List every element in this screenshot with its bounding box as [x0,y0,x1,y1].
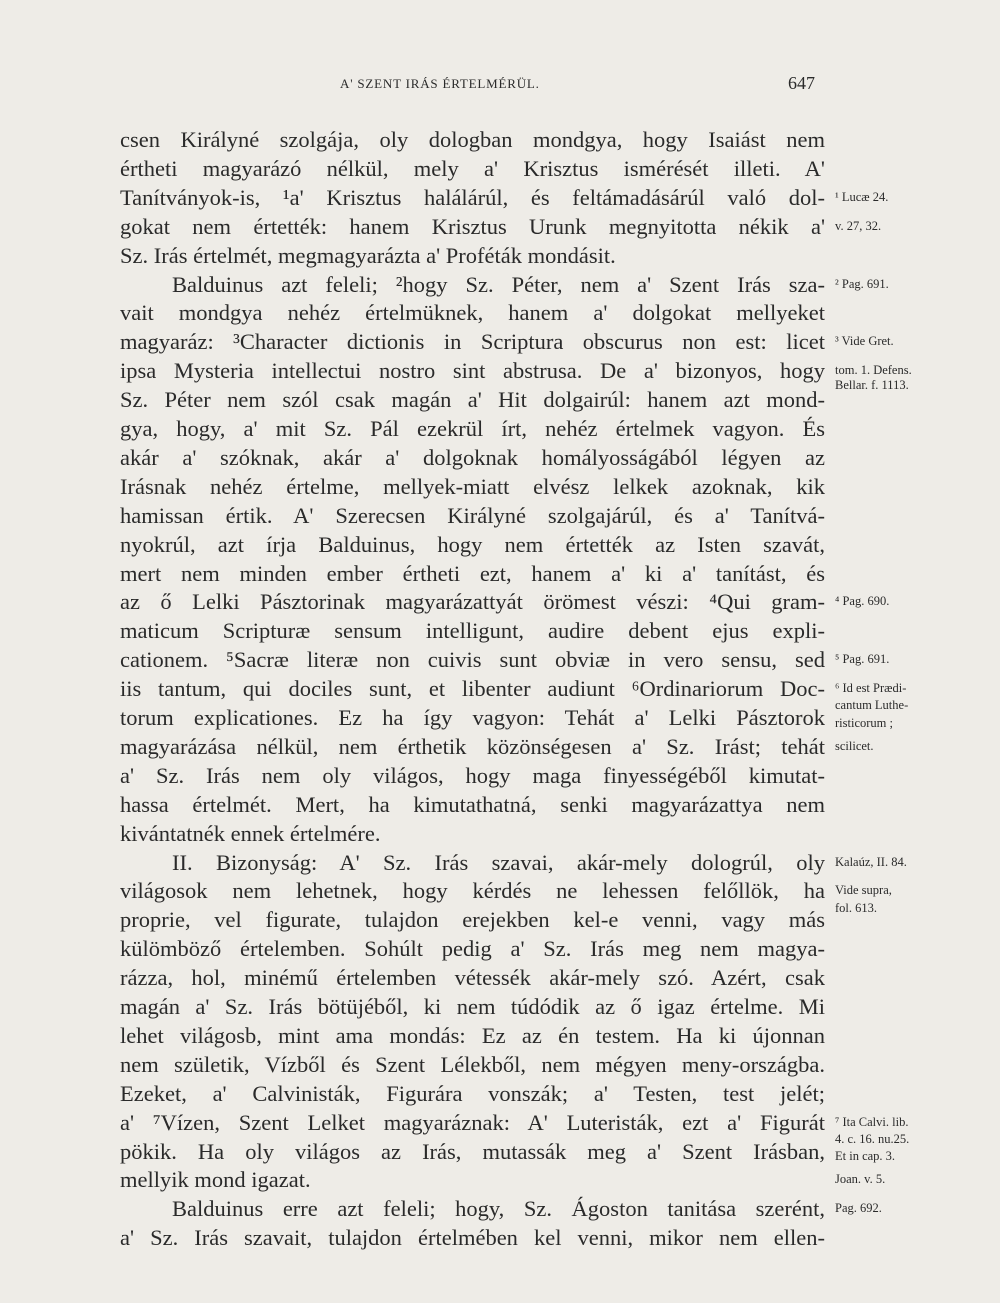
text-line: a' Sz. Irás szavait, tulajdon értelmében kel venni, mikor nem ellen- [120,1225,825,1251]
margin-note: v. 27, 32. [835,218,882,233]
margin-note: Et in cap. 3. [835,1149,896,1164]
text-line: nem születik, Vízből és Szent Lélekből, nem mégyen meny-országba. [120,1051,825,1077]
text-line: mellyik mond igazat. [120,1167,311,1193]
text-line: Balduinus erre azt feleli; hogy, Sz. Ágoston tanitása szerént, [172,1196,825,1222]
text-line: magán a' Sz. Irás bötüjéből, ki nem túdódik az ő igaz értelme. Mi [120,994,825,1019]
margin-note: risticorum ; [835,715,893,730]
text-line: gya, hogy, a' mit Sz. Pál ezekrül írt, nehéz értelmek vagyon. És [120,416,825,441]
text-line: értheti magyarázó nélkül, mely a' Krisztus ismérését illeti. A' [120,155,825,181]
text-line: magyaráz: ³Character dictionis in Scriptura obscurus non est: licet [120,329,825,355]
margin-note: ⁴ Pag. 690. [835,594,890,609]
text-line: akár a' szóknak, akár a' dolgoknak homályosságából légyen az [120,444,825,470]
margin-note: ⁷ Ita Calvi. lib. [835,1114,909,1129]
text-line: proprie, vel figurate, tulajdon erejekben kel-e venni, vagy más [120,907,825,933]
text-line: hamissan értik. A' Szerecsen Királyné szolgajárúl, és a' Tanítvá- [120,502,825,528]
text-line: lehet világosb, mint ama mondás: Ez az én testem. Ha ki újonnan [120,1022,825,1048]
text-line: Sz. Irás értelmét, megmagyarázta a' Proféták mondásit. [120,242,616,268]
margin-note: fol. 613. [835,900,878,915]
margin-note: tom. 1. Defens. [835,363,912,378]
text-line: ipsa Mysteria intellectui nostro sint abstrusa. De a' bizonyos, hogy [120,358,825,384]
margin-note: ³ Vide Gret. [835,334,894,349]
margin-note: Joan. v. 5. [835,1172,886,1187]
text-line: maticum Scripturæ sensum intelligunt, audire debent ejus expli- [120,618,825,644]
text-line: külömböző értelemben. Sohúlt pedig a' Sz. Irás meg nem magya- [120,936,825,962]
text-line: Tanítványok-is, ¹a' Krisztus halálárúl, és feltámadásárúl való dol- [120,184,825,210]
margin-note: Bellar. f. 1113. [835,377,909,392]
text-line: Irásnak nehéz értelme, mellyek-miatt elvész lelkek azoknak, kik [120,473,825,499]
margin-note: ⁶ Id est Prædi- [835,681,907,696]
text-line: hassa értelmét. Mert, ha kimutathatná, senki magyarázattya nem [120,791,825,817]
text-line: Balduinus azt feleli; ²hogy Sz. Péter, nem a' Szent Irás sza- [172,271,825,297]
text-line: iis tantum, qui dociles sunt, et libenter audiunt ⁶Ordinariorum Doc- [120,676,825,702]
text-line: magyarázása nélkül, nem érthetik közönségesen a' Sz. Irást; tehát [120,733,825,759]
text-line: a' Sz. Irás nem oly világos, hogy maga finyességéből kimutat- [120,762,825,788]
margin-note: Vide supra, [835,883,892,898]
margin-note: Pag. 692. [835,1201,882,1216]
text-line: világosok nem lehetnek, hogy kérdés ne lehessen felőllök, ha [120,878,825,904]
text-line: II. Bizonyság: A' Sz. Irás szavai, akár-mely dologrúl, oly [172,849,825,875]
text-line: Sz. Péter nem szól csak magán a' Hit dolgairúl: hanem azt mond- [120,387,825,413]
margin-note: 4. c. 16. nu.25. [835,1131,910,1146]
text-line: rázza, hol, minémű értelemben vétessék akár-mely szó. Azért, csak [120,965,825,991]
text-line: Ezeket, a' Calvinisták, Figurára vonszák; a' Testen, test jelét; [120,1080,825,1106]
text-line: gokat nem értették: hanem Krisztus Urunk megnyitotta nékik a' [120,213,825,239]
text-line: vait mondgya nehéz értelmüknek, hanem a' dolgokat mellyeket [120,300,825,326]
text-line: csen Királyné szolgája, oly dologban mondgya, hogy Isaiást nem [120,127,825,152]
margin-note: ¹ Lucæ 24. [835,189,889,204]
text-line: mert nem minden ember értheti ezt, hanem a' ki a' tanítást, és [120,560,825,586]
text-line: az ő Lelki Pásztorinak magyarázattyát örömest vészi: ⁴Qui gram- [120,589,825,615]
margin-note: ² Pag. 691. [835,276,889,291]
text-line: kivántatnék ennek értelmére. [120,820,381,846]
page-number: 647 [788,73,815,93]
running-header: A' SZENT IRÁS ÉRTELMÉRÜL. [340,76,540,91]
text-line: pökik. Ha oly világos az Irás, mutassák meg a' Szent Irásban, [120,1138,825,1164]
margin-note: ⁵ Pag. 691. [835,652,890,667]
text-line: nyokrúl, azt írja Balduinus, hogy nem értették az Isten szavát, [120,531,825,557]
text-line: torum explicationes. Ez ha így vagyon: Tehát a' Lelki Pásztorok [120,705,825,730]
margin-note: Kalaúz, II. 84. [835,854,907,869]
text-line: cationem. ⁵Sacræ literæ non cuivis sunt obviæ in vero sensu, sed [120,647,825,673]
margin-note: cantum Luthe- [835,698,909,713]
margin-note: scilicet. [835,738,874,753]
text-line: a' ⁷Vízen, Szent Lelket magyaráznak: A' Luteristák, ezt a' Figurát [120,1109,825,1135]
